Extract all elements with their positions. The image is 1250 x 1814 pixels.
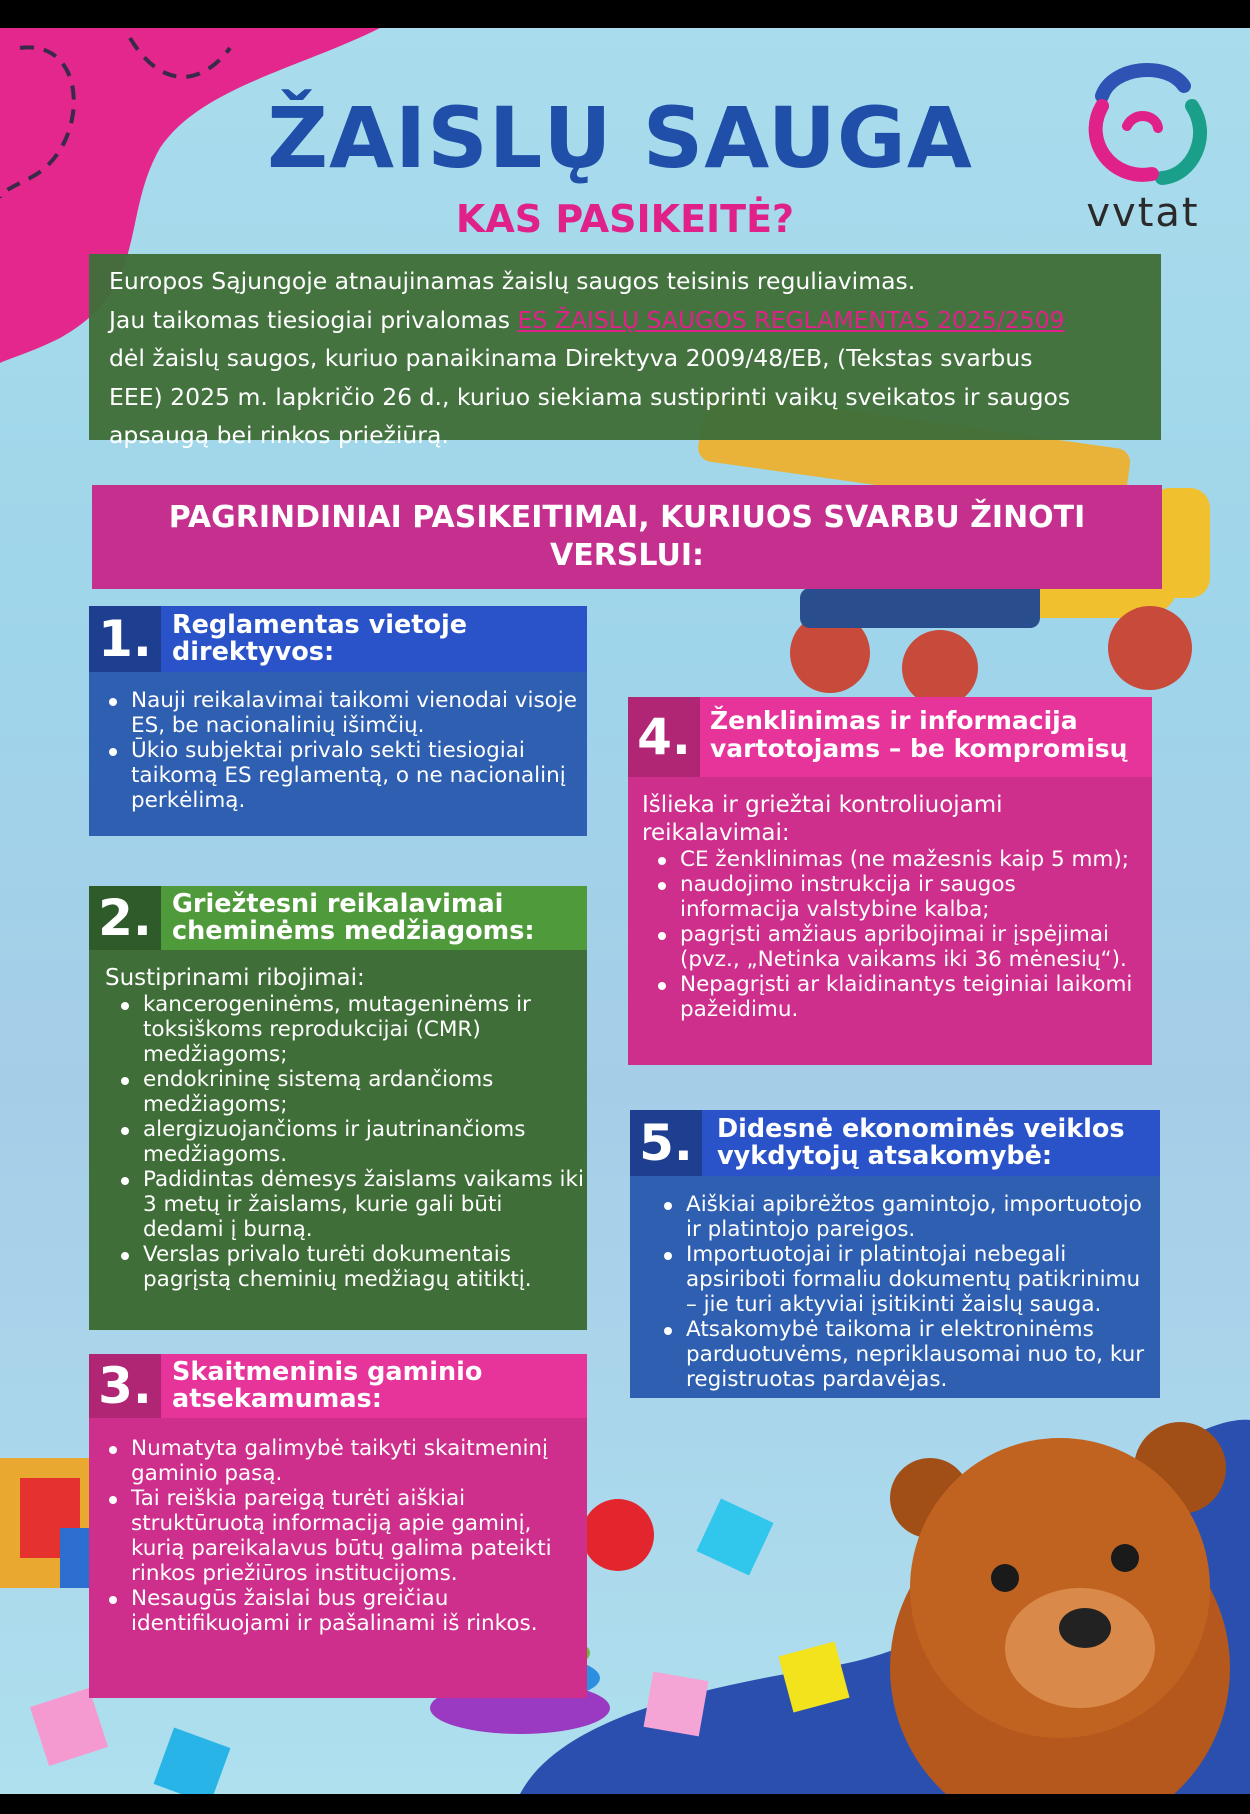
card-intro: Sustiprinami ribojimai: <box>105 965 365 991</box>
card-title-line: Ženklinimas ir informacija <box>710 706 1078 735</box>
card-responsibility <box>630 1110 1160 1398</box>
list-item: Importuotojai ir platintojai nebegali apsiriboti formaliu dokumentų patikrinimu – jie turi aktyviai įsitikinti žaislų sauga. <box>686 1242 1150 1317</box>
card-number: 2. <box>89 886 161 950</box>
list-item: Nepagrįsti ar klaidinantys teiginiai laikomi pažeidimu. <box>680 972 1138 1022</box>
card-body <box>89 964 587 1330</box>
card-title-line: Didesnė ekonominės veiklos <box>717 1114 1125 1144</box>
card-title-line: vykdytojų atsakomybė: <box>717 1141 1053 1171</box>
list-item: Nauji reikalavimai taikomi vienodai visoje ES, be nacionalinių išimčių. <box>131 688 587 738</box>
card-number: 4. <box>628 697 700 777</box>
card-header <box>628 697 1152 777</box>
card-list <box>89 688 587 813</box>
card-title <box>710 707 1127 763</box>
card-list <box>630 1192 1160 1392</box>
intro-line <box>109 301 1141 340</box>
banner-line: VERSLUI: <box>550 538 704 573</box>
list-item: alergizuojančioms ir jautrinančioms medžiagoms. <box>143 1117 587 1167</box>
card-number: 3. <box>89 1354 161 1418</box>
teddy-bear-image <box>890 1422 1230 1794</box>
card-title-line: direktyvos: <box>172 637 335 667</box>
card-list <box>89 1436 587 1636</box>
card-header <box>89 886 587 950</box>
card-title <box>172 891 535 945</box>
logo-wordmark: vvtat <box>1086 190 1200 236</box>
page-title: ŽAISLŲ SAUGA <box>267 89 973 187</box>
card-regulation <box>89 606 587 836</box>
banner-line: PAGRINDINIAI PASIKEITIMAI, KURIUOS SVARBU ŽINOTI <box>168 500 1086 535</box>
card-title-line: cheminėms medžiagoms: <box>172 916 535 946</box>
card-body <box>630 1192 1160 1398</box>
card-labelling <box>628 697 1152 1065</box>
card-body <box>628 791 1152 1065</box>
list-item: kancerogeninėms, mutageninėms ir toksiškoms reprodukcijai (CMR) medžiagoms; <box>143 992 587 1067</box>
card-number: 1. <box>89 606 161 672</box>
card-intro: Išlieka ir griežtai kontroliuojami reikalavimai: <box>642 792 1003 846</box>
list-item: Numatyta galimybė taikyti skaitmeninį gaminio pasą. <box>131 1436 587 1486</box>
poster <box>0 28 1250 1794</box>
card-body <box>89 688 587 836</box>
list-item: CE ženklinimas (ne mažesnis kaip 5 mm); <box>680 847 1138 872</box>
card-traceability <box>89 1354 587 1698</box>
list-item: Nesaugūs žaislai bus greičiau identifikuojami ir pašalinami iš rinkos. <box>131 1586 587 1636</box>
card-title <box>172 612 467 666</box>
card-title-line: Skaitmeninis gaminio <box>172 1357 483 1387</box>
card-title-line: Griežtesni reikalavimai <box>172 889 504 919</box>
key-changes-banner <box>92 485 1162 589</box>
page-subtitle: KAS PASIKEITĖ? <box>455 197 795 241</box>
card-header <box>630 1110 1160 1176</box>
card-list <box>642 847 1152 1022</box>
intro-box <box>89 254 1161 449</box>
intro-line: apsaugą bei rinkos priežiūrą. <box>109 421 449 449</box>
vvtat-logo-icon <box>1072 56 1210 196</box>
card-title <box>172 1359 482 1413</box>
regulation-link[interactable]: ES ŽAISLŲ SAUGOS REGLAMENTAS 2025/2509 <box>517 305 1065 334</box>
card-header <box>89 1354 587 1418</box>
card-title <box>717 1116 1125 1170</box>
list-item: Aiškiai apibrėžtos gamintojo, importuotojo ir platintojo pareigos. <box>686 1192 1150 1242</box>
intro-line-prefix: Jau taikomas tiesiogiai privalomas <box>109 305 518 334</box>
card-title-line: vartotojams – be kompromisų <box>710 734 1128 763</box>
list-item: pagrįsti amžiaus apribojimai ir įspėjimai (pvz., „Netinka vaikams iki 36 mėnesių“). <box>680 922 1138 972</box>
card-list <box>105 992 587 1292</box>
list-item: naudojimo instrukcija ir saugos informacija valstybine kalba; <box>680 872 1138 922</box>
list-item: Tai reiškia pareigą turėti aiškiai struktūruotą informaciją apie gaminį, kurią pareikalavus būtų galima pateikti rinkos priežiūros institucijoms. <box>131 1486 587 1586</box>
card-title-line: atsekamumas: <box>172 1384 382 1414</box>
list-item: Padidintas dėmesys žaislams vaikams iki 3 metų ir žaislams, kurie gali būti dedami į burną. <box>143 1167 587 1242</box>
intro-line: dėl žaislų saugos, kuriuo panaikinama Direktyva 2009/48/EB, (Tekstas svarbus <box>109 344 1033 372</box>
card-chemicals <box>89 886 587 1330</box>
intro-line: EEE) 2025 m. lapkričio 26 d., kuriuo siekiama sustiprinti vaikų sveikatos ir saugos <box>109 382 1071 411</box>
card-body <box>89 1436 587 1698</box>
card-number: 5. <box>630 1110 702 1176</box>
list-item: Ūkio subjektai privalo sekti tiesiogiai taikomą ES reglamentą, o ne nacionalinį perkėlimą. <box>131 738 587 813</box>
list-item: Verslas privalo turėti dokumentais pagrįstą cheminių medžiagų atitiktį. <box>143 1242 587 1292</box>
card-header <box>89 606 587 672</box>
list-item: Atsakomybė taikoma ir elektroninėms parduotuvėms, nepriklausomai nuo to, kur registruotas pardavėjas. <box>686 1317 1150 1392</box>
list-item: endokrininę sistemą ardančioms medžiagoms; <box>143 1067 587 1117</box>
card-title-line: Reglamentas vietoje <box>172 610 468 640</box>
intro-line: Europos Sąjungoje atnaujinamas žaislų saugos teisinis reguliavimas. <box>109 267 916 295</box>
